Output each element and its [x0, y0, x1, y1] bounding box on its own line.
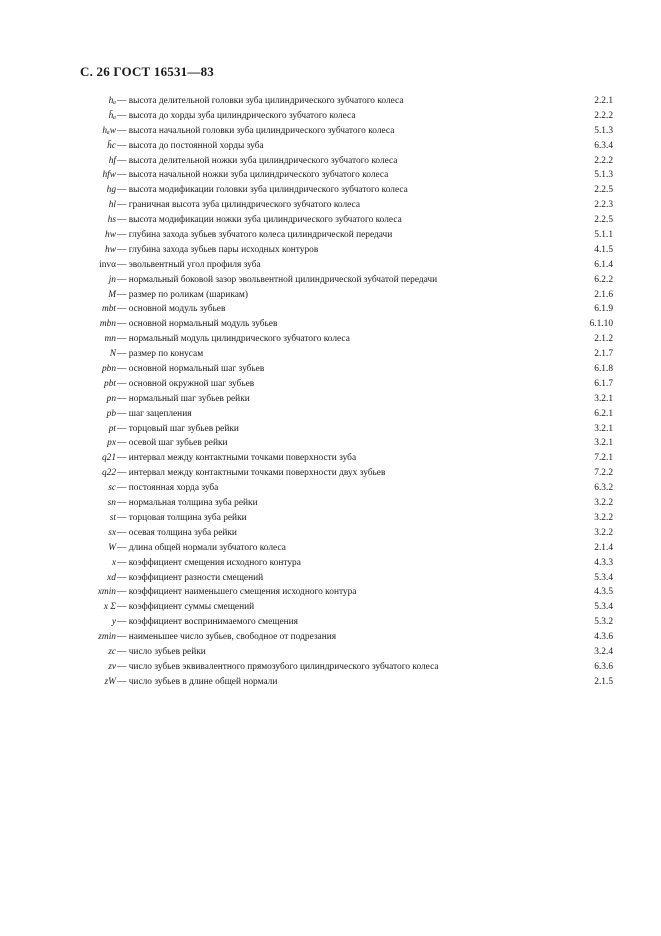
list-item [0, 377, 661, 392]
section-reference: 3.2.1 [594, 423, 613, 434]
list-item [0, 630, 661, 645]
description: — глубина захода зубьев пары исходных контуров [117, 244, 319, 255]
description: — эвольвентный угол профиля зуба [117, 259, 261, 270]
section-reference: 4.3.3 [594, 557, 613, 568]
list-item [0, 615, 661, 630]
symbol: W [108, 542, 116, 553]
description: — высота модификации головки зуба цилиндрического зубчатого колеса [117, 185, 408, 196]
section-reference: 5.1.3 [594, 170, 613, 181]
list-item [0, 511, 661, 526]
description: — осевая толщина зуба рейки [117, 527, 237, 538]
list-item [0, 168, 661, 183]
symbol: q21 [101, 453, 116, 464]
symbol: xmin [97, 587, 116, 598]
list-item [0, 496, 661, 511]
symbol: sx [108, 527, 116, 538]
description: — высота делительной ножки зуба цилиндрического зубчатого колеса [117, 155, 398, 166]
symbol: zW [104, 676, 116, 687]
description: — основной нормальный шаг зубьев [117, 364, 265, 375]
section-reference: 2.1.6 [594, 289, 613, 300]
symbol: pbt [104, 378, 116, 389]
section-reference: 5.3.2 [594, 617, 613, 628]
section-reference: 6.3.6 [594, 661, 613, 672]
description: — шаг зацепления [117, 408, 192, 419]
symbol: x [111, 557, 116, 568]
section-reference: 6.2.1 [594, 408, 613, 419]
list-item [0, 94, 661, 109]
list-item [0, 258, 661, 273]
symbol: hw [105, 244, 116, 255]
list-item [0, 273, 661, 288]
description: — интервал между контактными точками поверхности двух зубьев [117, 468, 386, 479]
description: — высота делительной головки зуба цилиндрического зубчатого колеса [117, 96, 404, 106]
section-reference: 2.1.4 [594, 542, 613, 553]
list-item [0, 154, 661, 169]
list-item [0, 407, 661, 422]
symbol: N [109, 349, 116, 360]
description: — размер по конусам [117, 349, 204, 360]
symbol: zmin [98, 632, 116, 643]
description: — интервал между контактными точками поверхности зуба [117, 453, 357, 464]
section-reference: 2.2.2 [594, 155, 613, 166]
list-item [0, 317, 661, 332]
list-item [0, 451, 661, 466]
list-item [0, 556, 661, 571]
description: — коэффициент суммы смещений [117, 602, 255, 613]
list-item [0, 526, 661, 541]
description: — коэффициент смещения исходного контура [117, 557, 301, 568]
list-item [0, 198, 661, 213]
section-reference: 2.1.2 [594, 334, 613, 345]
section-reference: 2.2.1 [594, 96, 613, 106]
symbol: x Σ [103, 602, 116, 613]
section-reference: 5.3.4 [594, 572, 613, 583]
list-item [0, 466, 661, 481]
list-item [0, 302, 661, 317]
section-reference: 3.2.2 [594, 498, 613, 509]
list-item [0, 422, 661, 437]
section-reference: 2.1.5 [594, 676, 613, 687]
list-item [0, 228, 661, 243]
list-item [0, 139, 661, 154]
section-reference: 5.3.4 [594, 602, 613, 613]
list-item [0, 124, 661, 139]
page-header: С. 26 ГОСТ 16531—83 [80, 64, 214, 79]
section-reference: 2.2.3 [594, 200, 613, 211]
symbol: zc [108, 646, 116, 657]
symbol: px [107, 438, 116, 449]
section-reference: 5.1.1 [594, 230, 613, 241]
section-reference: 7.2.1 [594, 453, 613, 464]
section-reference: 6.1.10 [589, 319, 613, 330]
list-item [0, 183, 661, 198]
symbol: sn [107, 498, 116, 509]
symbol: h̄c [107, 140, 116, 151]
list-item [0, 436, 661, 451]
section-reference: 7.2.2 [594, 468, 613, 479]
description: — число зубьев рейки [117, 646, 206, 657]
list-item [0, 243, 661, 258]
symbol: hₐw [102, 125, 116, 136]
section-reference: 2.2.5 [594, 215, 613, 226]
section-reference: 6.1.9 [594, 304, 613, 315]
section-reference: 3.2.1 [594, 438, 613, 449]
symbol: hs [107, 215, 116, 226]
description: — число зубьев в длине общей нормали [117, 676, 278, 687]
section-reference: 3.2.2 [594, 527, 613, 538]
description: — размер по роликам (шарикам) [117, 289, 248, 300]
symbol: xd [107, 572, 116, 583]
list-item [0, 675, 661, 690]
description: — основной модуль зубьев [117, 304, 226, 315]
section-reference: 6.1.7 [594, 378, 613, 389]
description: — высота до постоянной хорды зуба [117, 140, 264, 151]
symbol: hfw [102, 170, 116, 181]
symbol: sc [108, 483, 116, 494]
section-reference: 4.1.5 [594, 244, 613, 255]
description: — торцовый шаг зубьев рейки [117, 423, 239, 434]
list-item [0, 109, 661, 124]
symbol: pbn [101, 364, 116, 375]
description: — осевой шаг зубьев рейки [117, 438, 228, 449]
section-reference: 2.2.5 [594, 185, 613, 196]
list-item [0, 362, 661, 377]
section-reference: 3.2.4 [594, 646, 613, 657]
symbol: h̄ₐ [108, 110, 116, 121]
description: — коэффициент наименьшего смещения исходного контура [117, 587, 357, 598]
description: — наименьшее число зубьев, свободное от подрезания [117, 632, 337, 643]
symbol: invα [99, 259, 116, 270]
list-item [0, 288, 661, 303]
list-item [0, 347, 661, 362]
symbol: pt [108, 423, 116, 434]
symbol: mbt [101, 304, 116, 315]
symbol: mn [104, 334, 116, 345]
description: — число зубьев эквивалентного прямозубого цилиндрического зубчатого колеса [117, 661, 439, 672]
symbol: hw [105, 230, 116, 241]
section-reference: 6.3.4 [594, 140, 613, 151]
section-reference: 4.3.6 [594, 632, 613, 643]
symbol: q22 [101, 468, 116, 479]
section-reference: 4.3.5 [594, 587, 613, 598]
description: — коэффициент воспринимаемого смещения [117, 617, 298, 628]
description: — высота начальной ножки зуба цилиндрического зубчатого колеса [117, 170, 389, 181]
description: — основной нормальный модуль зубьев [117, 319, 278, 330]
list-item [0, 481, 661, 496]
list-item [0, 571, 661, 586]
symbol: pn [106, 393, 116, 404]
description: — высота начальной головки зуба цилиндрического зубчатого колеса [117, 125, 395, 136]
section-reference: 6.1.8 [594, 364, 613, 375]
symbol: hg [106, 185, 116, 196]
section-reference: 6.1.4 [594, 259, 613, 270]
symbol: hf [108, 155, 116, 166]
symbol-list [0, 94, 661, 690]
description: — высота модификации ножки зуба цилиндрического зубчатого колеса [117, 215, 402, 226]
list-item [0, 660, 661, 675]
description: — глубина захода зубьев зубчатого колеса цилиндрической передачи [117, 230, 393, 241]
description: — постоянная хорда зуба [117, 483, 219, 494]
section-reference: 2.2.2 [594, 110, 613, 121]
list-item [0, 645, 661, 660]
list-item [0, 332, 661, 347]
description: — коэффициент разности смещений [117, 572, 264, 583]
symbol: y [111, 617, 116, 628]
description: — нормальная толщина зуба рейки [117, 498, 258, 509]
symbol: pb [106, 408, 116, 419]
description: — высота до хорды зуба цилиндрического зубчатого колеса [117, 110, 356, 121]
description: — основной окружной шаг зубьев [117, 378, 255, 389]
section-reference: 6.2.2 [594, 274, 613, 285]
description: — нормальный модуль цилиндрического зубчатого колеса [117, 334, 350, 345]
description: — торцовая толщина зуба рейки [117, 512, 247, 523]
description: — нормальный шаг зубьев рейки [117, 393, 250, 404]
list-item [0, 585, 661, 600]
description: — длина общей нормали зубчатого колеса [117, 542, 286, 553]
symbol: M [108, 289, 116, 300]
symbol: hl [108, 200, 116, 211]
description: — нормальный боковой зазор эвольвентной цилиндрической зубчатой передачи [117, 274, 438, 285]
symbol: jn [108, 274, 116, 285]
section-reference: 5.1.3 [594, 125, 613, 136]
description: — граничная высота зуба цилиндрического зубчатого колеса [117, 200, 360, 211]
symbol: st [109, 512, 116, 523]
section-reference: 3.2.2 [594, 512, 613, 523]
section-reference: 3.2.1 [594, 393, 613, 404]
list-item [0, 600, 661, 615]
list-item [0, 392, 661, 407]
symbol: mbn [99, 319, 116, 330]
list-item [0, 213, 661, 228]
section-reference: 2.1.7 [594, 349, 613, 360]
list-item [0, 541, 661, 556]
symbol: zv [108, 661, 116, 672]
symbol: hₐ [108, 96, 116, 106]
section-reference: 6.3.2 [594, 483, 613, 494]
